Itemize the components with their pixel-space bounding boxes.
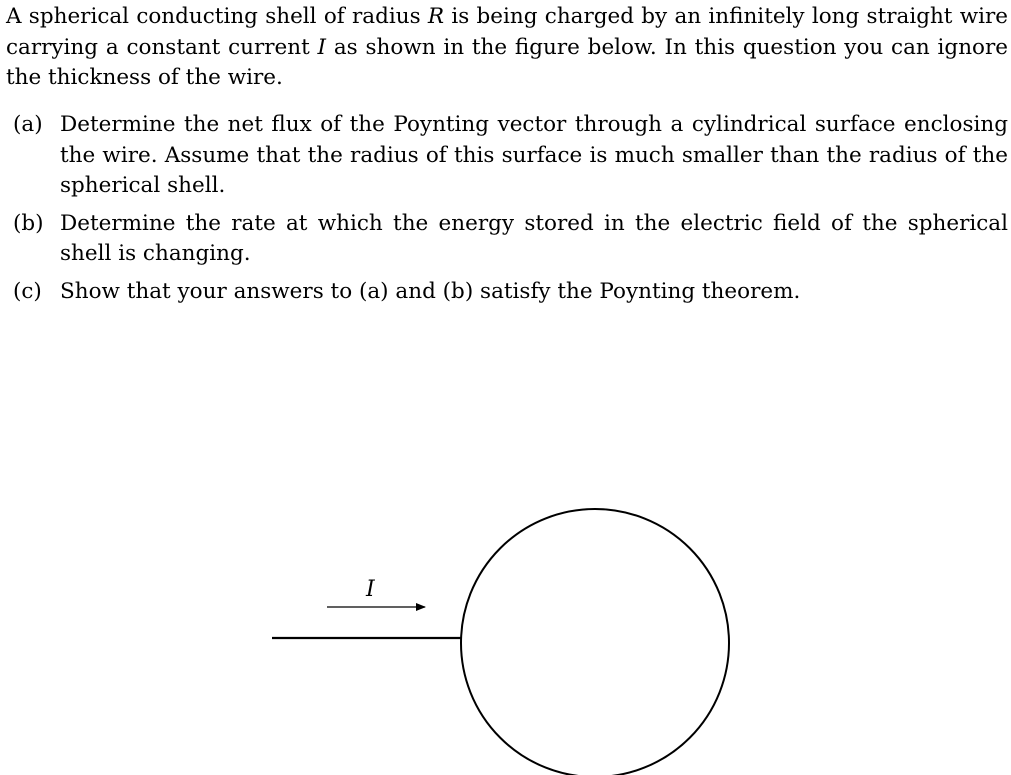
part-a-label: (a) (13, 112, 43, 137)
part-b-label: (b) (13, 210, 44, 236)
current-variable: I (317, 34, 327, 60)
spherical-shell (461, 509, 729, 775)
part-c-text: Show that your answers to (a) and (b) satisfy the Poynting theorem. (60, 278, 801, 304)
intro-text-3: as shown in the figure below. In this question you can ignore the thickness of the wire. (6, 34, 1008, 90)
part-c-label: (c) (13, 278, 42, 304)
part-a-text: Determine the net flux of the Poynting vector through a cylindrical surface enclosing the wire. Assume that the radius of this surface is much smaller than the radius of the spherical shell. (60, 112, 1008, 198)
intro-text-2: is being charged by an infinitely long straight wire carrying a constant current (6, 4, 1008, 60)
intro-text-1: A spherical conducting shell of radius (6, 4, 428, 29)
current-label: I (366, 577, 375, 602)
part-b-text: Determine the rate at which the energy stored in the electric field of the spherical shell is changing. (60, 210, 1008, 266)
radius-variable: R (427, 4, 445, 29)
